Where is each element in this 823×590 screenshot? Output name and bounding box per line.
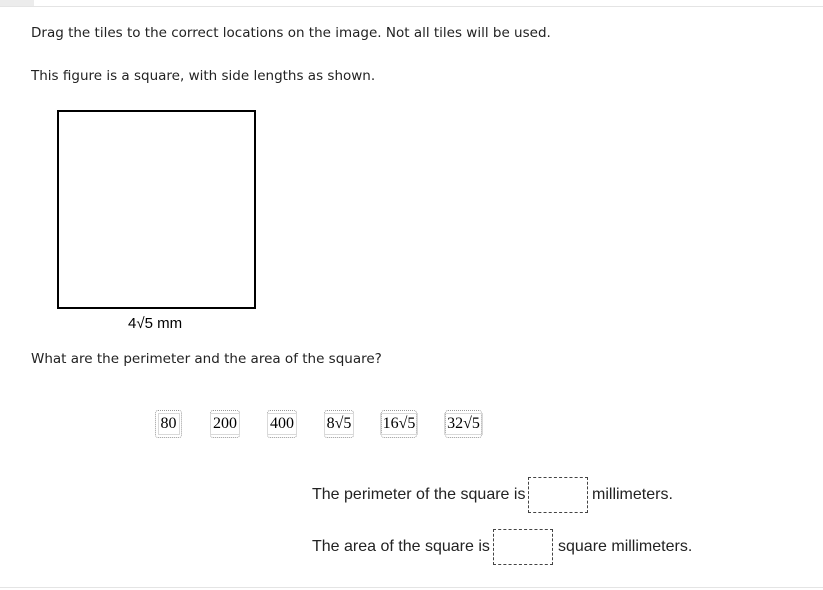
tile-16-root-5[interactable] bbox=[381, 410, 417, 438]
side-length-label: 4√5 mm bbox=[128, 315, 183, 332]
tile-80[interactable] bbox=[155, 410, 182, 438]
tile-label: 400 bbox=[267, 413, 297, 435]
tile-200[interactable] bbox=[210, 410, 240, 438]
tile-8-root-5[interactable] bbox=[324, 410, 354, 438]
square-figure bbox=[57, 110, 256, 309]
tile-label: 8√5 bbox=[324, 413, 355, 435]
area-suffix: square millimeters. bbox=[558, 538, 693, 555]
figure-description: This figure is a square, with side lengths as shown. bbox=[31, 68, 376, 84]
area-drop-zone[interactable] bbox=[493, 529, 553, 565]
tile-32-root-5[interactable] bbox=[445, 410, 482, 438]
tile-400[interactable] bbox=[267, 410, 297, 438]
area-prefix: The area of the square is bbox=[312, 538, 490, 555]
perimeter-drop-zone[interactable] bbox=[528, 477, 588, 513]
top-divider bbox=[0, 6, 823, 7]
perimeter-suffix: millimeters. bbox=[592, 486, 673, 503]
question-text: What are the perimeter and the area of the square? bbox=[31, 351, 382, 367]
tile-label: 80 bbox=[158, 413, 180, 435]
instruction-text: Drag the tiles to the correct locations on the image. Not all tiles will be used. bbox=[31, 25, 551, 41]
perimeter-prefix: The perimeter of the square is bbox=[312, 486, 526, 503]
tile-label: 32√5 bbox=[444, 413, 483, 435]
tile-label: 200 bbox=[210, 413, 240, 435]
bottom-divider bbox=[0, 587, 823, 588]
tile-label: 16√5 bbox=[380, 413, 419, 435]
